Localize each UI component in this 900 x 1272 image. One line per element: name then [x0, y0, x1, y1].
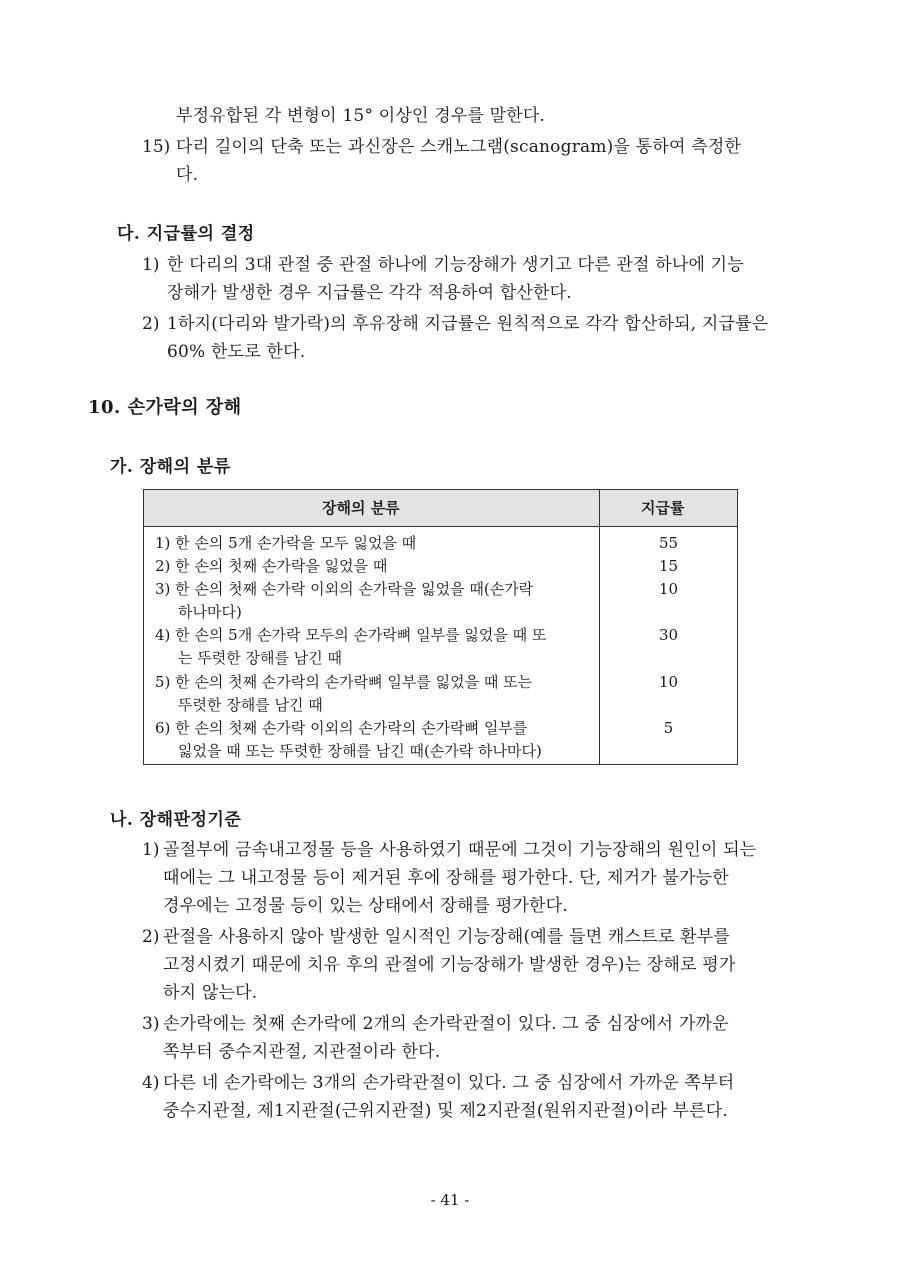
item-text: 한 다리의 3대 관절 중 관절 하나에 기능장해가 생기고 다른 관절 하나에 기능 [167, 255, 744, 275]
item-text: 하지 않는다. [163, 983, 258, 1003]
table-cell-rate: 30 [658, 626, 679, 644]
table-cell-category: 는 뚜렷한 장해를 남긴 때 [178, 649, 342, 667]
item-number: 1) [142, 840, 160, 860]
item-number: 2) [142, 927, 160, 947]
item-number: 4) [142, 1073, 160, 1093]
section-heading: 가. 장해의 분류 [110, 457, 231, 477]
table-cell-category: 잃었을 때 또는 뚜렷한 장해를 남긴 때(손가락 하나마다) [178, 742, 542, 760]
table-cell-rate: 55 [658, 534, 679, 552]
disability-classification-table [143, 489, 738, 765]
item-text: 중수지관절, 제1지관절(근위지관절) 및 제2지관절(원위지관절)이라 부른다. [163, 1101, 729, 1121]
table-cell-rate: 15 [658, 557, 679, 575]
table-cell-category: 5) 한 손의 첫째 손가락의 손가락뼈 일부를 잃었을 때 또는 [155, 673, 533, 691]
item-text: 쪽부터 중수지관절, 지관절이라 한다. [163, 1042, 441, 1062]
item-text: 1하지(다리와 발가락)의 후유장해 지급률은 원칙적으로 각각 합산하되, 지급률은 [167, 314, 769, 334]
section-heading: 다. 지급률의 결정 [117, 224, 255, 244]
item-text: 다른 네 손가락에는 3개의 손가락관절이 있다. 그 중 심장에서 가까운 쪽부터 [163, 1073, 735, 1093]
item-text: 장해가 발생한 경우 지급률은 각각 적용하여 합산한다. [167, 283, 572, 303]
item-text: 손가락에는 첫째 손가락에 2개의 손가락관절이 있다. 그 중 심장에서 가까운 [163, 1014, 729, 1034]
table-cell-category: 3) 한 손의 첫째 손가락 이외의 손가락을 잃었을 때(손가락 [155, 580, 534, 598]
continuation-line: 부정유합된 각 변형이 15° 이상인 경우를 말한다. [176, 106, 546, 126]
item-text: 골절부에 금속내고정물 등을 사용하였기 때문에 그것이 기능장해의 원인이 되는 [163, 840, 757, 860]
table-cell-category: 2) 한 손의 첫째 손가락을 잃었을 때 [155, 557, 388, 575]
table-cell-rate: 5 [663, 719, 674, 737]
table-cell-category: 6) 한 손의 첫째 손가락 이외의 손가락의 손가락뼈 일부를 [155, 719, 528, 737]
item-text: 다. [176, 165, 199, 185]
table-cell-rate: 10 [658, 673, 679, 691]
section-heading: 나. 장해판정기준 [110, 810, 242, 830]
page-number: - 41 - [430, 1191, 470, 1209]
table-header-category: 장해의 분류 [322, 499, 400, 517]
item-text: 60% 한도로 한다. [167, 342, 306, 362]
item-text: 경우에는 고정물 등이 있는 상태에서 장해를 평가한다. [163, 896, 568, 916]
item-text: 고정시켰기 때문에 치유 후의 관절에 기능장해가 발생한 경우)는 장해로 평가 [163, 955, 736, 975]
table-cell-category: 1) 한 손의 5개 손가락을 모두 잃었을 때 [155, 534, 417, 552]
table-header-rate: 지급률 [641, 499, 685, 517]
table-cell-rate: 10 [658, 580, 679, 598]
item-number: 3) [142, 1014, 160, 1034]
item-text: 관절을 사용하지 않아 발생한 일시적인 기능장해(예를 들면 캐스트로 환부를 [163, 927, 730, 947]
item-text: 때에는 그 내고정물 등이 제거된 후에 장해를 평가한다. 단, 제거가 불가능한 [163, 868, 729, 888]
chapter-heading: 10. 손가락의 장해 [88, 397, 242, 418]
item-number: 2) [142, 314, 160, 334]
item-number: 15) [142, 137, 171, 157]
item-number: 1) [142, 255, 160, 275]
table-cell-category: 4) 한 손의 5개 손가락 모두의 손가락뼈 일부를 잃었을 때 또 [155, 626, 547, 644]
item-text: 다리 길이의 단축 또는 과신장은 스캐노그램(scanogram)을 통하여 측정한 [176, 137, 742, 157]
table-cell-category: 뚜렷한 장해를 남긴 때 [178, 696, 323, 714]
table-cell-category: 하나마다) [178, 603, 242, 621]
